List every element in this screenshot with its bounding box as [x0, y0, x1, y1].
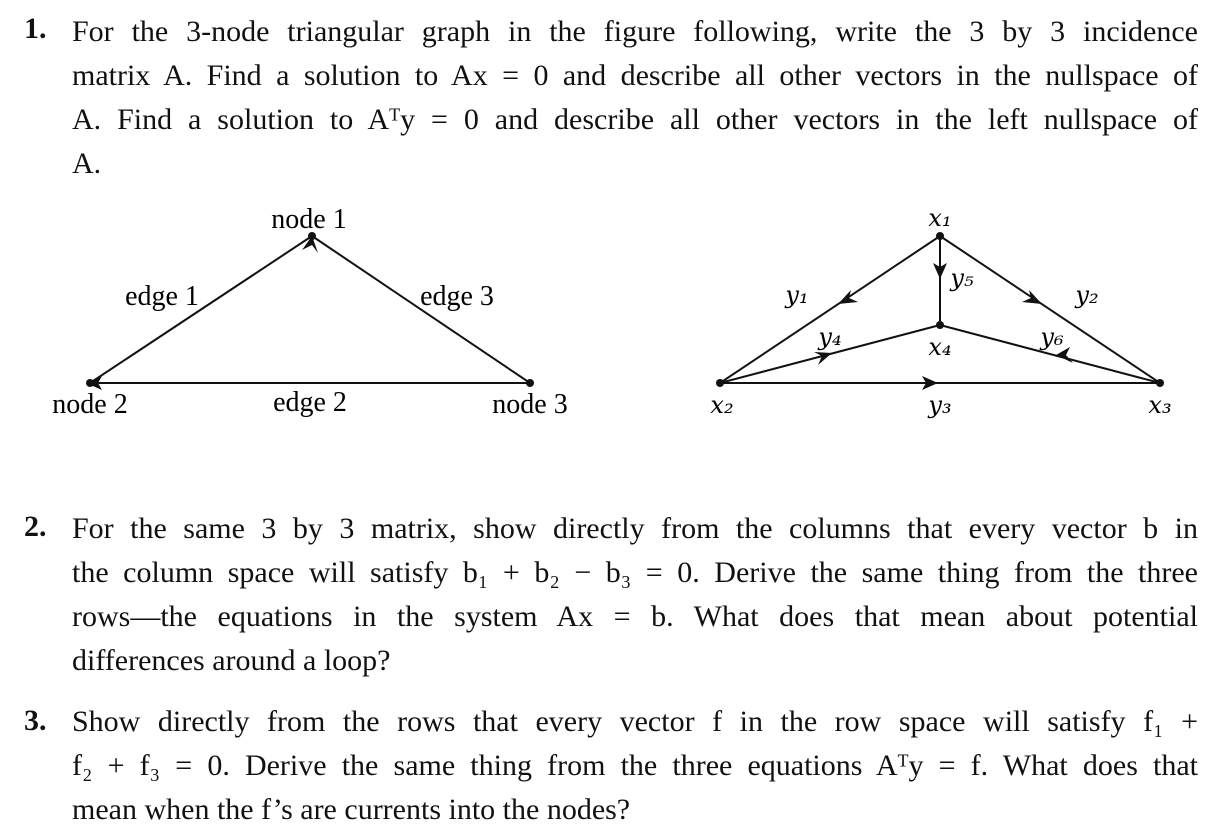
edge-y5-label: y₅ — [950, 264, 974, 292]
problem-2-number: 2. — [24, 510, 47, 543]
right-graph — [710, 204, 1171, 419]
problem-1-line-1: For the 3-node triangular graph in the figure following, write the 3 by 3 incidence — [72, 15, 1198, 48]
problem-1-line-2: matrix A. Find a solution to Ax = 0 and describe all other vectors in the nullspace of — [72, 59, 1198, 92]
edge-y6-label: y₆ — [1040, 323, 1064, 351]
node-x1-dot — [936, 232, 944, 240]
problem-3-line-2: f₂ + f₃ = 0. Derive the same thing from the three equations Aᵀy = f. What does that — [72, 749, 1198, 782]
node-3-label: node 3 — [492, 389, 568, 420]
edge-y4-label: y₄ — [818, 323, 842, 351]
problem-1-line-4: A. — [72, 147, 102, 180]
problem-2-line-1: For the same 3 by 3 matrix, show directly from the columns that every vector b in — [72, 512, 1198, 545]
edge-y2-label: y₂ — [1075, 281, 1099, 309]
edge-1-label: edge 1 — [125, 281, 199, 312]
node-3-dot — [526, 379, 534, 387]
graph-figures — [0, 195, 1227, 445]
problem-2-line-4: differences around a loop? — [72, 644, 391, 677]
node-x2-dot — [716, 379, 724, 387]
problem-1-number: 1. — [24, 12, 47, 45]
node-x3-dot — [1156, 379, 1164, 387]
edge-y1-line — [720, 236, 940, 383]
problem-2-line-3: rows—the equations in the system Ax = b. What does that mean about potential — [72, 600, 1198, 633]
problem-1-text — [72, 10, 1198, 186]
node-x1-label: x₁ — [928, 204, 952, 232]
edge-3-label: edge 3 — [420, 281, 494, 312]
node-x4-dot — [936, 321, 944, 329]
edge-y3-label: y₃ — [928, 391, 952, 419]
problem-3-number: 3. — [24, 704, 47, 737]
problem-3-text — [72, 700, 1198, 832]
problem-2-line-2: the column space will satisfy b₁ + b₂ − b₃ = 0. Derive the same thing from the three — [72, 556, 1198, 589]
edge-2-label: edge 2 — [273, 387, 347, 418]
node-x2-label: x₂ — [710, 391, 734, 419]
node-2-label: node 2 — [52, 389, 128, 420]
node-x3-label: x₃ — [1148, 391, 1172, 419]
problem-3-line-1: Show directly from the rows that every vector f in the row space will satisfy f₁ + — [72, 705, 1198, 738]
problem-1-line-3: A. Find a solution to Aᵀy = 0 and describe all other vectors in the left nullspace of — [72, 103, 1198, 136]
node-1-label: node 1 — [271, 204, 347, 235]
problem-3-line-3: mean when the f’s are currents into the nodes? — [72, 793, 631, 826]
edge-y1-label: y₁ — [785, 281, 809, 309]
problem-2-text — [72, 507, 1198, 683]
node-2-dot — [86, 379, 94, 387]
left-graph — [52, 204, 567, 420]
edge-1-line — [90, 236, 312, 383]
edge-y2-line — [940, 236, 1160, 383]
node-x4-label: x₄ — [928, 333, 952, 361]
